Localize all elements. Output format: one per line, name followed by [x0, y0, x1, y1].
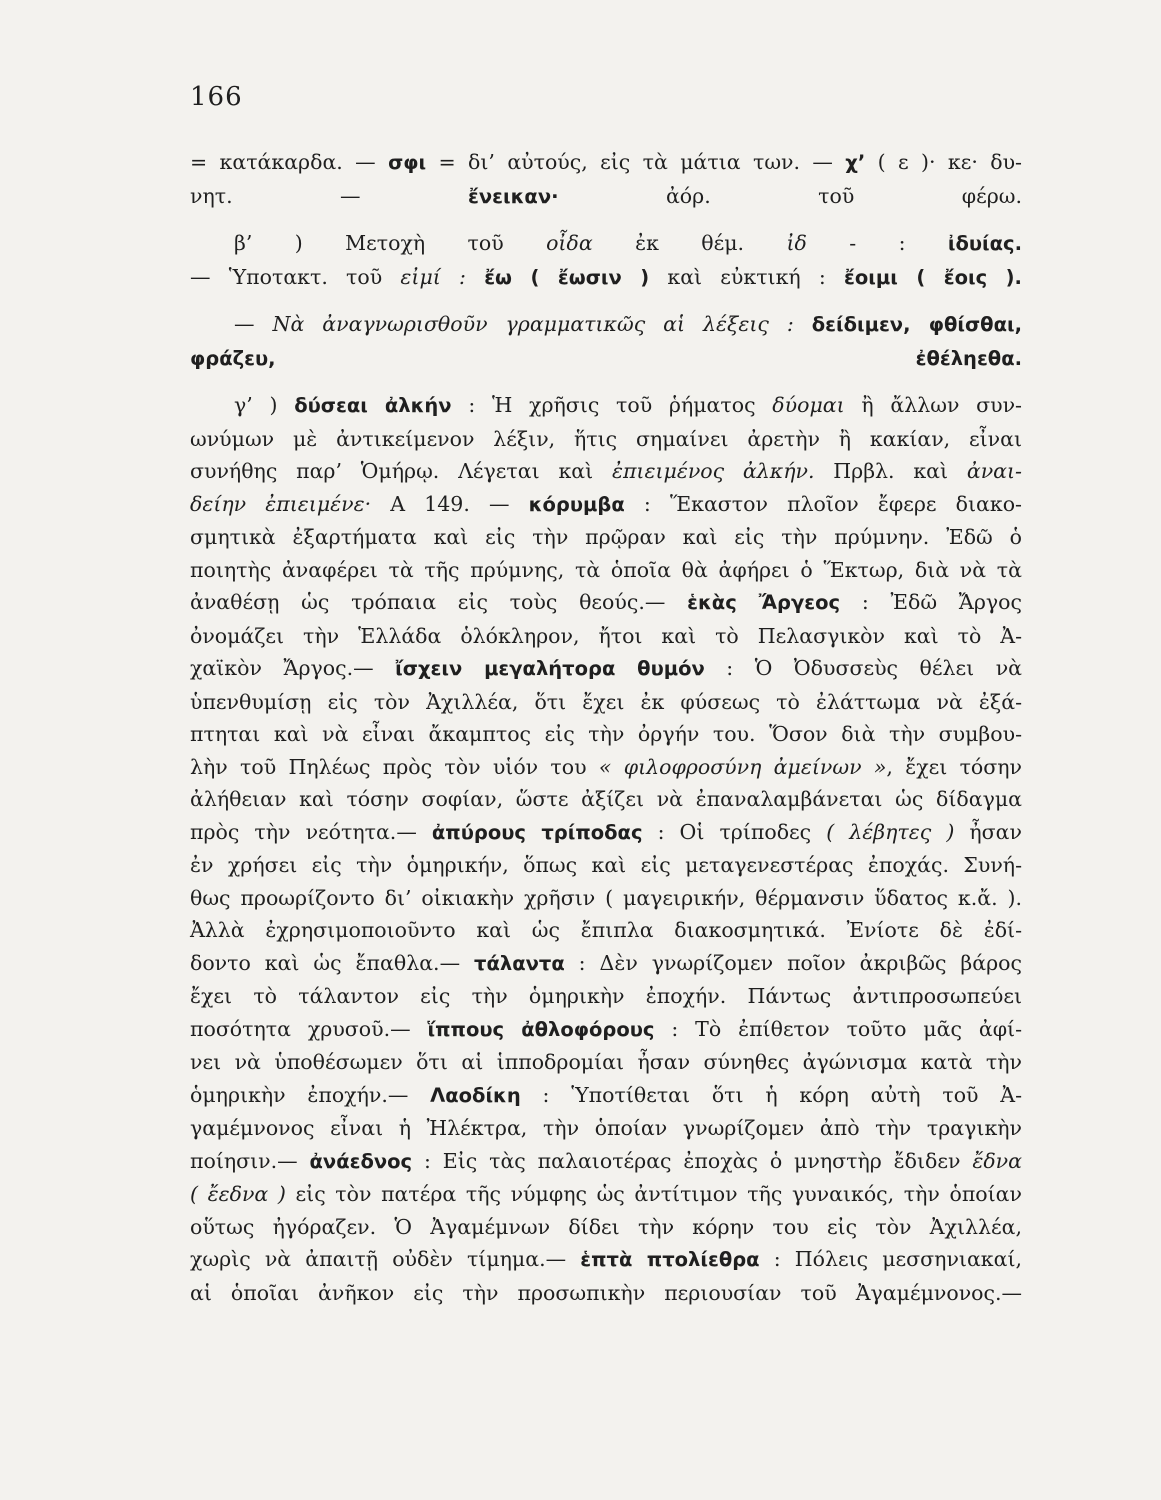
text-line [190, 554, 1022, 587]
italic-text: ( ἔεδνα ) [190, 1182, 286, 1206]
plain-text: ἦσαν [954, 819, 1022, 844]
italic-text: δείην ἐπιειμένε· [190, 491, 372, 516]
text-line [190, 849, 1022, 882]
bold-term: ἑπτὰ πτολίεθρα [580, 1248, 760, 1271]
plain-text: : Ἕκαστον πλοῖον ἔφερε διακο- [624, 491, 1022, 516]
text-line [190, 980, 1022, 1013]
plain-text: β’ ) Μετοχὴ τοῦ [234, 231, 547, 255]
plain-text: Πρβλ. καὶ [814, 459, 967, 483]
plain-text: ἐκ θέμ. [592, 231, 787, 255]
plain-text: : Πόλεις μεσσηνιακαί, [759, 1247, 1022, 1271]
plain-text: , ἔχει τόσην [886, 754, 1022, 779]
bold-term: ἰδυίας. [947, 232, 1022, 255]
text-line [190, 718, 1022, 751]
paragraph [190, 389, 1022, 1309]
text-line [190, 816, 1022, 850]
plain-text: ὁμηρικὴν ἐποχήν.— [190, 1082, 431, 1107]
bold-term: ἀνάεδνος [309, 1149, 413, 1173]
plain-text: : Ἐδῶ Ἄργος [840, 590, 1022, 614]
paragraph [190, 146, 1022, 213]
text-line [190, 652, 1022, 686]
plain-text [466, 265, 484, 289]
paragraph [190, 227, 1022, 294]
plain-text: καὶ εὐκτική : [649, 264, 845, 289]
text-line [190, 488, 1022, 522]
plain-text [794, 312, 812, 336]
plain-text: : Τὸ ἐπίθετον τοῦτο μᾶς ἀφί- [654, 1016, 1023, 1041]
plain-text: οὕτως ἠγόραζεν. Ὁ Ἀγαμέμνων δίδει τὴν κόρην του εἰς τὸν Ἀχιλλέα, [190, 1214, 1022, 1239]
plain-text: : Οἱ τρίποδες [642, 819, 827, 844]
text-line [190, 914, 1022, 947]
bold-term: ἔω ( ἔωσιν ) [484, 265, 650, 289]
plain-text: εἰς τὸν πατέρα τῆς νύμφης ὡς ἀντίτιμον τῆς γυναικός, τὴν ὁποίαν [285, 1182, 1022, 1206]
text-line [190, 686, 1022, 719]
plain-text: γαμέμνονος εἶναι ἡ Ἠλέκτρα, τὴν ὁποίαν γνωρίζομεν ἀπὸ τὴν τραγικὴν [190, 1116, 1022, 1140]
text-line [190, 620, 1022, 653]
italic-text: ἀναι- [966, 459, 1022, 483]
body-text [190, 146, 1022, 1309]
text-line [190, 1211, 1022, 1244]
bold-term: Λαοδίκη [430, 1083, 521, 1107]
text-line [190, 882, 1022, 915]
plain-text: νητ. — [190, 183, 468, 208]
plain-text: — Ὑποτακτ. τοῦ [190, 264, 401, 289]
plain-text: ὑπενθυμίσῃ εἰς τὸν Ἀχιλλέα, ὅτι ἔχει ἐκ φύσεως τὸ ἐλάττωμα νὰ ἐξά- [190, 689, 1022, 714]
plain-text: ποίησιν.— [190, 1148, 310, 1173]
italic-text: ἔδνα [972, 1148, 1022, 1173]
plain-text: Α 149. — [371, 491, 529, 516]
italic-text: οἶδα [546, 231, 593, 255]
italic-text: ( λέβητες ) [826, 819, 955, 844]
plain-text: δοντο καὶ ὡς ἔπαθλα.— [190, 950, 475, 975]
bold-term: ἑκὰς Ἄργεος [687, 591, 841, 614]
bold-term: ἴσχειν μεγαλήτορα θυμόν [395, 657, 705, 680]
text-line [190, 521, 1022, 554]
bold-term: τάλαντα [474, 951, 565, 975]
plain-text: γ’ ) [234, 393, 295, 417]
bold-term: ἀπύρους τρίποδας [431, 820, 643, 844]
plain-text: = δι’ αὐτούς, εἰς τὰ μάτια των. — [426, 150, 846, 174]
plain-text: πτηται καὶ νὰ εἶναι ἄκαμπτος εἰς τὴν ὀργήν του. Ὅσον διὰ τὴν συμβου- [190, 722, 1022, 746]
plain-text: πρὸς τὴν νεότητα.— [190, 819, 432, 844]
plain-text: ἔχει τὸ τάλαντον εἰς τὴν ὁμηρικὴν ἐποχήν. Πάντως ἀντιπροσωπεύει [190, 984, 1022, 1008]
plain-text: : Ὑποτίθεται ὅτι ἡ κόρη αὐτὴ τοῦ Ἀ- [520, 1082, 1023, 1107]
plain-text: νει νὰ ὑποθέσωμεν ὅτι αἱ ἱπποδρομίαι ἦσαν σύνηθες ἀγώνισμα κατὰ τὴν [190, 1050, 1022, 1074]
plain-text: ποσότητα χρυσοῦ.— [190, 1016, 428, 1041]
text-line [190, 1013, 1022, 1047]
plain-text: — [234, 312, 273, 336]
text-line [190, 1243, 1022, 1277]
italic-text: ἰδ [786, 231, 807, 255]
bold-term: σφι [388, 151, 427, 174]
italic-text: ἐπιειμένος ἀλκήν. [611, 459, 815, 483]
plain-text: : Ὁ Ὀδυσσεὺς θέλει νὰ [704, 656, 1022, 680]
bold-term: δύσεαι ἀλκήν [294, 394, 452, 417]
text-line [190, 455, 1022, 488]
bold-term: χ’ [845, 151, 866, 174]
plain-text: χαϊκὸν Ἄργος.— [190, 656, 396, 680]
plain-text: ἀόρ. τοῦ φέρω. [558, 183, 1022, 208]
italic-text: εἰμί : [400, 264, 466, 289]
text-line [190, 1178, 1022, 1211]
text-line [190, 586, 1022, 620]
plain-text: θως προωρίζοντο δι’ οἰκιακὴν χρῆσιν ( μαγειρικήν, θέρμανσιν ὕδατος κ.ἄ. ). [190, 885, 1022, 910]
italic-text: δύομαι [772, 393, 845, 417]
plain-text: ἢ ἄλλων συν- [844, 393, 1022, 417]
plain-text: συνήθης παρ’ Ὁμήρῳ. Λέγεται καὶ [190, 459, 612, 483]
bold-term: κόρυμβα [528, 492, 625, 516]
text-line [190, 1112, 1022, 1145]
page-number: 166 [190, 82, 243, 112]
plain-text: ποιητὴς ἀναφέρει τὰ τῆς πρύμνης, τὰ ὁποῖα θὰ ἀφήρει ὁ Ἕκτωρ, διὰ νὰ τὰ [190, 557, 1022, 582]
plain-text: - : [806, 231, 948, 255]
text-line [190, 342, 1022, 376]
paragraph [190, 308, 1022, 375]
plain-text: χωρὶς νὰ ἀπαιτῇ οὐδὲν τίμημα.— [190, 1247, 581, 1271]
text-line [190, 1079, 1022, 1113]
bold-term: ἔνεικαν· [467, 184, 559, 208]
text-line [190, 751, 1022, 784]
plain-text: λὴν τοῦ Πηλέως πρὸς τὸν υἱόν του [190, 754, 599, 779]
plain-text: Ἀλλὰ ἐχρησιμοποιοῦντο καὶ ὡς ἔπιπλα διακοσμητικά. Ἐνίοτε δὲ ἐδί- [190, 918, 1022, 942]
plain-text: : Ἡ χρῆσις τοῦ ῥήματος [451, 393, 773, 417]
bold-term: φράζευ, ἐθέληεθα. [190, 346, 1022, 370]
text-line [190, 389, 1022, 423]
plain-text: = κατάκαρδα. — [190, 150, 389, 174]
plain-text: ἀναθέσῃ ὡς τρόπαια εἰς τοὺς θεούς.— [190, 590, 688, 614]
text-line [190, 146, 1022, 180]
text-line [190, 261, 1022, 295]
plain-text: αἱ ὁποῖαι ἀνῆκον εἰς τὴν προσωπικὴν περιουσίαν τοῦ Ἀγαμέμνονος.— [190, 1280, 1022, 1305]
plain-text: : Δὲν γνωρίζομεν ποῖον ἀκριβῶς βάρος [564, 950, 1022, 975]
text-line [190, 1046, 1022, 1079]
text-line [190, 783, 1022, 816]
text-line [190, 947, 1022, 981]
plain-text: ἀλήθειαν καὶ τόσην σοφίαν, ὥστε ἀξίζει νὰ ἐπαναλαμβάνεται ὡς δίδαγμα [190, 787, 1022, 811]
plain-text: ( ε )· κε· δυ- [865, 150, 1022, 174]
plain-text: : Εἰς τὰς παλαιοτέρας ἐποχὰς ὁ μνηστὴρ ἔδιδεν [412, 1148, 973, 1173]
text-line [190, 308, 1022, 342]
plain-text: σμητικὰ ἐξαρτήματα καὶ εἰς τὴν πρῷραν καὶ εἰς τὴν πρύμνην. Ἐδῶ ὁ [190, 525, 1022, 549]
italic-text: « φιλοφροσύνη ἀμείνων » [598, 754, 887, 779]
bold-term: δείδιμεν, φθίσθαι, [811, 313, 1022, 336]
plain-text: ωνύμων μὲ ἀντικείμενον λέξιν, ἥτις σημαίνει ἀρετὴν ἢ κακίαν, εἶναι [190, 426, 1022, 451]
text-line [190, 1277, 1022, 1310]
text-line [190, 227, 1022, 261]
plain-text: ἐν χρήσει εἰς τὴν ὁμηρικήν, ὅπως καὶ εἰς μεταγενεστέρας ἐποχάς. Συνή- [190, 853, 1022, 877]
text-line [190, 423, 1022, 456]
italic-text: Νὰ ἀναγνωρισθοῦν γραμματικῶς αἱ λέξεις : [272, 312, 794, 336]
text-line [190, 1145, 1022, 1179]
bold-term: ἵππους ἀθλοφόρους [427, 1017, 655, 1041]
bold-term: ἔοιμι ( ἔοις ). [844, 265, 1022, 289]
text-line [190, 180, 1022, 214]
plain-text: ὀνομάζει τὴν Ἑλλάδα ὁλόκληρον, ἤτοι καὶ τὸ Πελασγικὸν καὶ τὸ Ἀ- [190, 623, 1022, 648]
